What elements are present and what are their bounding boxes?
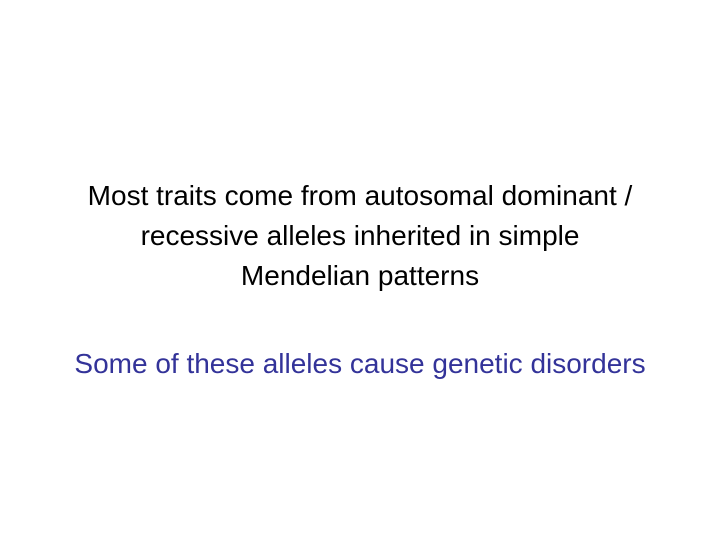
main-statement [40, 176, 680, 296]
sub-statement: Some of these alleles cause genetic disorders [74, 348, 646, 379]
main-statement-line-1: Most traits come from autosomal dominant / [87, 180, 633, 211]
main-statement-line-2: recessive alleles inherited in simple [140, 220, 580, 251]
main-statement-line-3: Mendelian patterns [240, 260, 480, 291]
